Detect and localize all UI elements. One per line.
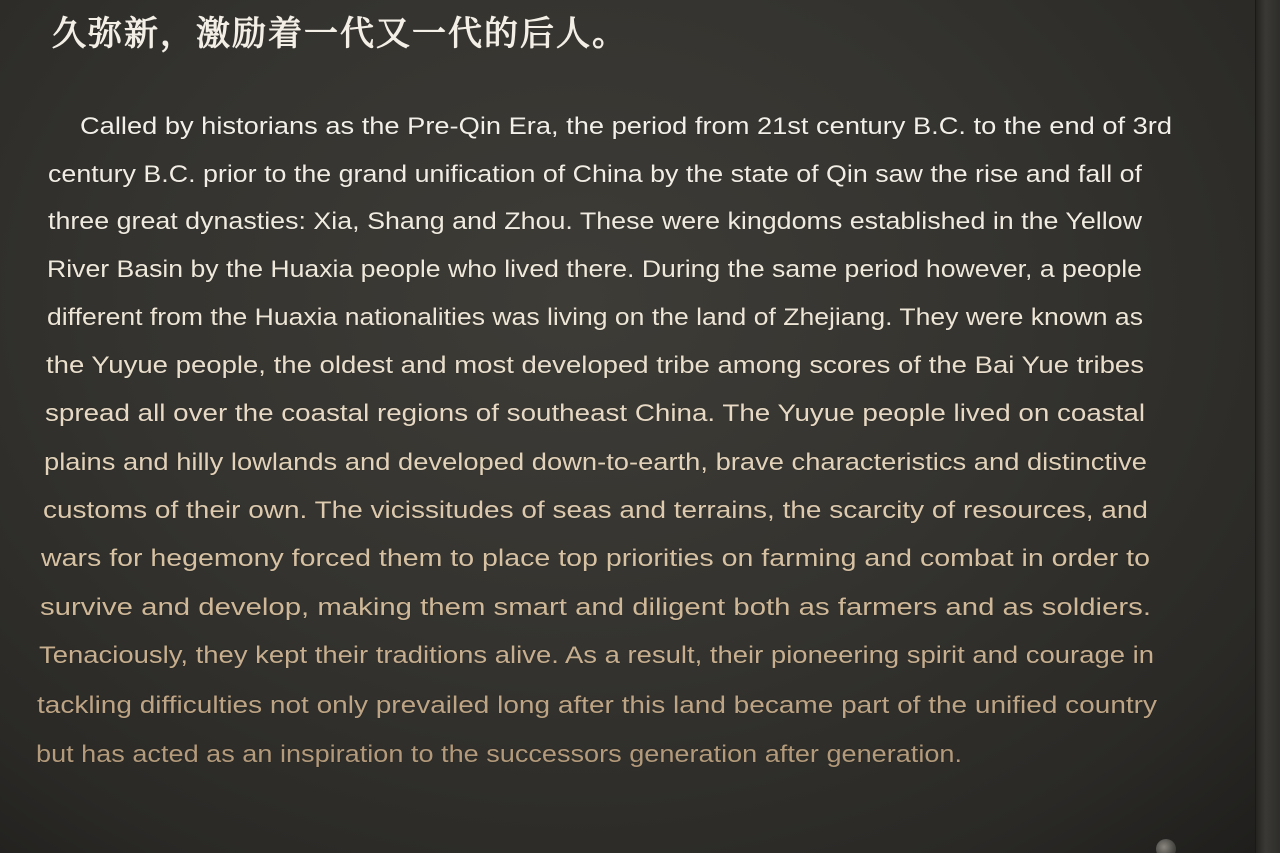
mounting-screw <box>1156 839 1176 853</box>
paragraph-line: different from the Huaxia nationalities was living on the land of Zhejiang. They were known as <box>47 304 1143 331</box>
paragraph-line: century B.C. prior to the grand unification of China by the state of Qin saw the rise and fall of <box>48 161 1142 188</box>
chinese-heading: 久弥新，激励着一代又一代的后人。 <box>52 14 628 54</box>
paragraph-line: spread all over the coastal regions of southeast China. The Yuyue people lived on coastal <box>45 400 1145 427</box>
paragraph-line: customs of their own. The vicissitudes of seas and terrains, the scarcity of resources, and <box>43 497 1148 524</box>
paragraph-line: survive and develop, making them smart and diligent both as farmers and as soldiers. <box>40 594 1151 621</box>
paragraph-line: wars for hegemony forced them to place top priorities on farming and combat in order to <box>41 545 1150 572</box>
paragraph-line: the Yuyue people, the oldest and most developed tribe among scores of the Bai Yue tribes <box>46 352 1144 379</box>
paragraph-line: plains and hilly lowlands and developed down-to-earth, brave characteristics and distinctive <box>44 449 1147 476</box>
paragraph-line: tackling difficulties not only prevailed long after this land became part of the unified country <box>37 692 1157 719</box>
panel-edge <box>1255 0 1280 853</box>
paragraph-line: but has acted as an inspiration to the successors generation after generation. <box>36 741 962 768</box>
paragraph-line: River Basin by the Huaxia people who lived there. During the same period however, a people <box>47 256 1142 283</box>
paragraph-line: three great dynasties: Xia, Shang and Zhou. These were kingdoms established in the Yellow <box>48 208 1142 235</box>
paragraph-line: Tenaciously, they kept their traditions alive. As a result, their pioneering spirit and courage in <box>39 642 1154 669</box>
paragraph-line: Called by historians as the Pre-Qin Era, the period from 21st century B.C. to the end of 3rd <box>80 113 1172 140</box>
